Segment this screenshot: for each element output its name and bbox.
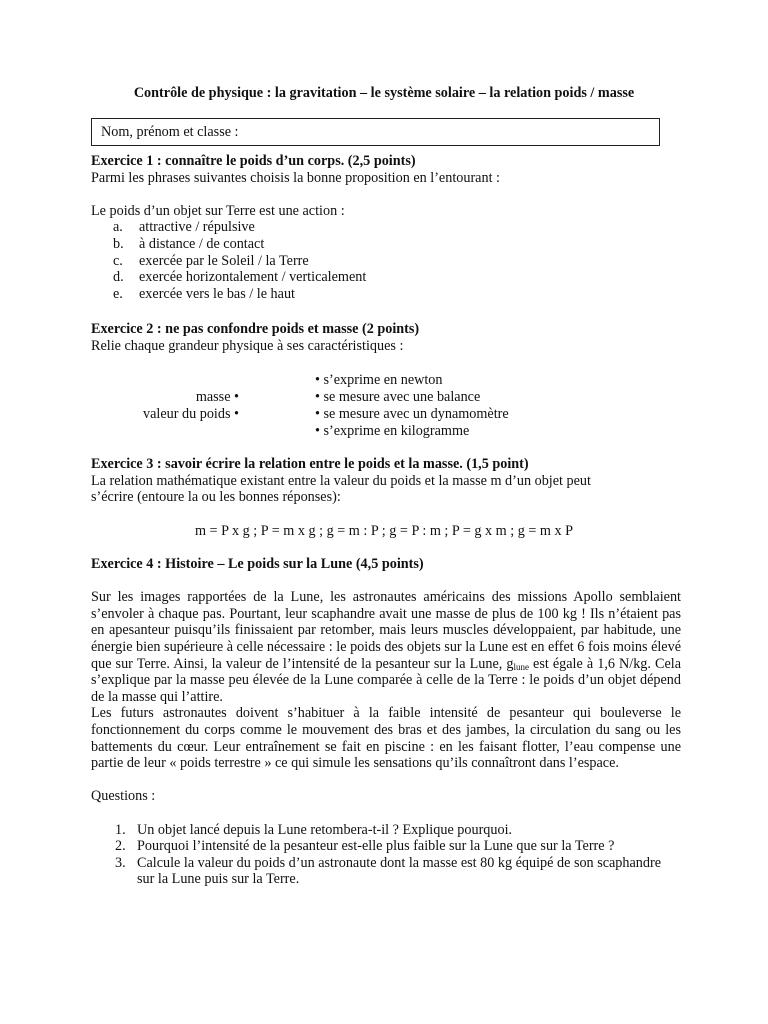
exercise-3-text-line-2: s’écrire (entoure la ou les bonnes réponses): [91,489,341,506]
exercise-1-instruction: Parmi les phrases suivantes choisis la bonne proposition en l’entourant : [91,169,500,186]
name-box-label: Nom, prénom et classe : [101,124,239,140]
characteristic-item: • se mesure avec un dynamomètre [315,406,509,422]
quantity-poids: valeur du poids • [143,406,239,422]
exercise-3-text-line-1: La relation mathématique existant entre la valeur du poids et la masse m d’un objet peut [91,472,591,489]
exercise-3-heading: Exercice 3 : savoir écrire la relation entre le poids et la masse. (1,5 point) [91,456,529,472]
exercise-4 [91,556,681,888]
matching-exercise [91,372,681,442]
question-item [91,838,681,855]
question-number: 3. [115,854,126,871]
characteristic-item: • se mesure avec une balance [315,389,481,405]
question-item [91,822,681,839]
exercise-4-paragraph-1 [91,589,681,705]
item-label: b. [113,235,124,252]
list-item [91,253,681,270]
questions-list [91,822,681,888]
item-label: a. [113,219,123,236]
formula-choices: m = P x g ; P = m x g ; g = m : P ; g = P : m ; P = g x m ; g = m x P [194,523,574,539]
list-item [91,236,681,253]
exercise-4-paragraph-2: Les futurs astronautes doivent s’habituer à la faible intensité de pesanteur qui bouleverse le fonctionnement du corps comme le mouvement des bras et des jambes, la circulation du sang ou les battements du cœur. Leur entraînement se fait en piscine : en les faisant flotter, l’eau compense une partie de leur « poids terrestre » ce qui simule les sensations qu’ils connaîtront dans l’espace. [91,705,681,772]
quantity-masse: masse • [195,389,239,405]
exercise-3 [91,456,681,506]
list-item [91,219,681,236]
exercise-1 [91,153,681,302]
exercise-1-stem: Le poids d’un objet sur Terre est une action : [91,202,345,219]
subscript-lune: lune [513,661,529,672]
exercise-1-heading: Exercice 1 : connaître le poids d’un corps. (2,5 points) [91,153,416,169]
question-number: 2. [115,838,126,855]
questions-label: Questions : [91,788,156,805]
item-text: à distance / de contact [139,235,265,252]
item-label: d. [113,269,124,286]
item-text: exercée par le Soleil / la Terre [139,252,309,269]
characteristic-item: • s’exprime en newton [315,372,443,388]
list-item [91,286,681,303]
exercise-4-heading: Exercice 4 : Histoire – Le poids sur la Lune (4,5 points) [91,556,424,572]
item-text: exercée vers le bas / le haut [139,285,295,302]
item-text: exercée horizontalement / verticalement [139,269,367,286]
paragraph-text: Sur les images rapportées de la Lune, les astronautes américains des missions Apollo semblaient s’envoler à chaque pas. Pourtant, leur scaphandre avait une masse de plus de 100 kg ! Ils n’étaient pas en apesanteur puisqu’ils finissaient par retomber, mais leurs muscles développaient, par habitude, une énergie bien supérieure à celle nécessaire : le poids des objets sur la Lune est en effet 6 fois moins élevé que sur Terre. Ainsi, la valeur de l’intensité de la pesanteur sur la Lune, g [91,589,681,672]
question-item [91,855,681,888]
item-text: attractive / répulsive [139,219,255,236]
item-label: c. [113,252,123,269]
question-text: Calcule la valeur du poids d’un astronaute dont la masse est 80 kg équipé de son scaphandre sur la Lune puis sur la Terre. [137,854,662,888]
question-number: 1. [115,821,126,838]
question-text: Pourquoi l’intensité de la pesanteur est-elle plus faible sur la Lune que sur la Terre ? [137,838,615,855]
name-box [91,118,660,146]
paragraph-text: est égale à 1,6 N/kg. Cela s’explique par la masse peu élevée de la Lune comparée à celle de la Terre : le poids d’un objet dépend de la masse qui l’attire. [91,655,682,705]
exercise-2-heading: Exercice 2 : ne pas confondre poids et masse (2 points) [91,321,420,337]
item-label: e. [113,285,123,302]
question-text: Un objet lancé depuis la Lune retombera-t-il ? Explique pourquoi. [137,821,513,838]
exercise-2-instruction: Relie chaque grandeur physique à ses caractéristiques : [91,337,404,354]
page-title: Contrôle de physique : la gravitation – le système solaire – la relation poids / masse [133,85,635,101]
characteristic-item: • s’exprime en kilogramme [315,423,470,439]
exercise-2 [91,321,681,354]
list-item [91,269,681,286]
exercise-1-list [91,219,681,302]
